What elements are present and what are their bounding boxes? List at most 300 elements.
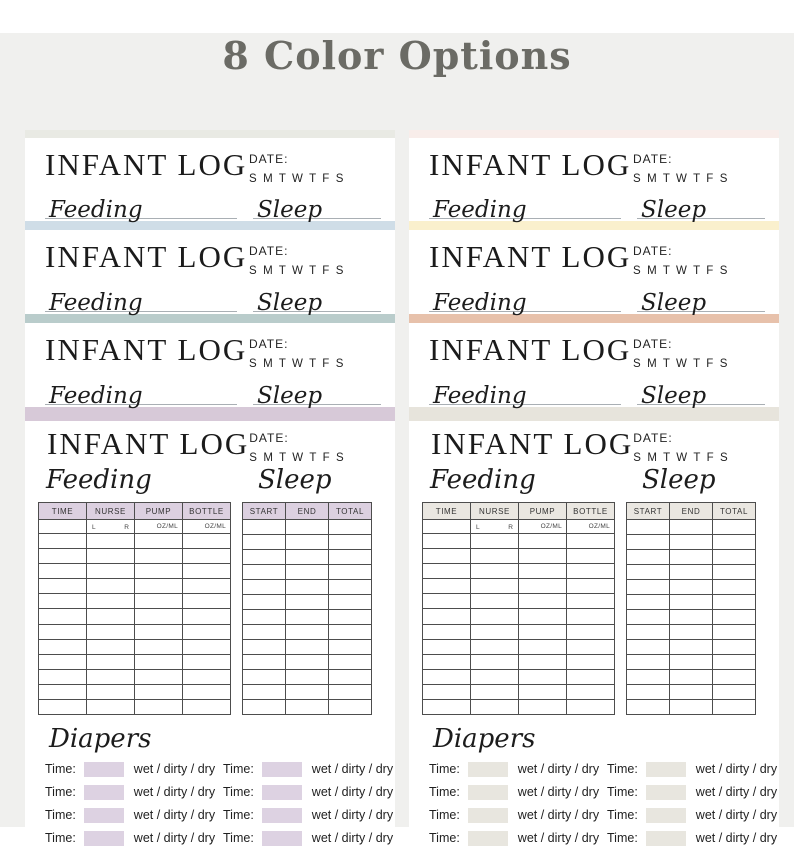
date-label: DATE: — [249, 337, 289, 351]
empty-cell — [471, 579, 519, 594]
empty-cell — [39, 579, 87, 594]
empty-cell — [135, 624, 183, 639]
feeding-section — [45, 197, 237, 223]
infant-log-title: INFANT LOG — [45, 332, 248, 367]
empty-cell — [286, 550, 329, 565]
column-header: PUMP — [135, 503, 183, 520]
weekday-initials: S M T W T F S — [633, 358, 729, 370]
empty-cell — [329, 640, 372, 655]
empty-cell — [670, 700, 713, 715]
time-fill-box — [84, 762, 124, 777]
sleep-heading: Sleep — [257, 197, 323, 223]
empty-cell — [183, 579, 231, 594]
empty-cell — [243, 685, 286, 700]
empty-cell — [567, 549, 615, 564]
empty-cell — [519, 669, 567, 684]
bottle-unit-cell: OZ/ML — [567, 520, 615, 534]
date-label: DATE: — [633, 337, 673, 351]
empty-cell — [329, 655, 372, 670]
date-block — [249, 239, 377, 277]
empty-cell — [87, 609, 135, 624]
bottle-unit-cell: OZ/ML — [183, 520, 231, 534]
diapers-grid — [429, 761, 778, 846]
empty-cell — [135, 609, 183, 624]
empty-cell — [713, 625, 756, 640]
empty-cell — [670, 565, 713, 580]
empty-cell — [329, 625, 372, 640]
empty-cell — [183, 669, 231, 684]
date-block — [633, 239, 761, 277]
empty-cell — [39, 520, 87, 534]
empty-cell — [329, 520, 372, 535]
empty-cell — [471, 699, 519, 714]
section-headings — [422, 465, 766, 495]
empty-row — [39, 624, 231, 639]
empty-cell — [567, 684, 615, 699]
empty-cell — [286, 520, 329, 535]
column-header: PUMP — [519, 503, 567, 520]
diaper-options-text: wet / dirty / dry — [133, 785, 216, 799]
empty-cell — [243, 670, 286, 685]
date-label: DATE: — [633, 244, 673, 258]
sleep-table — [242, 502, 372, 715]
empty-cell — [471, 669, 519, 684]
empty-cell — [471, 549, 519, 564]
empty-cell — [183, 594, 231, 609]
empty-cell — [39, 564, 87, 579]
empty-row — [39, 534, 231, 549]
empty-cell — [87, 579, 135, 594]
infant-log-title: INFANT LOG — [47, 426, 250, 461]
empty-cell — [183, 609, 231, 624]
color-option-stack-left — [25, 130, 395, 845]
weekday-initials: S M T W T F S — [249, 452, 346, 464]
empty-cell — [471, 594, 519, 609]
sleep-heading: Sleep — [257, 290, 323, 316]
column-header: TOTAL — [329, 503, 372, 520]
sleep-section — [253, 383, 381, 409]
empty-cell — [423, 564, 471, 579]
empty-cell — [135, 534, 183, 549]
infant-log-title: INFANT LOG — [431, 426, 634, 461]
diaper-entry — [607, 761, 785, 777]
empty-cell — [670, 625, 713, 640]
empty-cell — [87, 639, 135, 654]
date-label: DATE: — [249, 244, 289, 258]
empty-cell — [627, 700, 670, 715]
diapers-grid — [45, 761, 394, 846]
empty-cell — [627, 565, 670, 580]
empty-cell — [87, 549, 135, 564]
empty-cell — [183, 654, 231, 669]
color-options-grid — [25, 130, 779, 845]
feeding-table — [422, 502, 615, 715]
empty-cell — [423, 624, 471, 639]
empty-cell — [87, 699, 135, 714]
section-headings — [429, 197, 765, 223]
empty-row — [423, 609, 615, 624]
empty-cell — [135, 594, 183, 609]
empty-cell — [670, 550, 713, 565]
sheet-header — [429, 138, 761, 185]
sleep-heading: Sleep — [641, 383, 707, 409]
sleep-section — [637, 383, 765, 409]
empty-row — [627, 670, 756, 685]
sleep-heading: Sleep — [257, 383, 323, 409]
empty-cell — [87, 534, 135, 549]
date-block — [633, 147, 761, 185]
empty-row — [627, 640, 756, 655]
feeding-section — [45, 383, 237, 409]
empty-cell — [286, 685, 329, 700]
empty-cell — [39, 654, 87, 669]
time-label: Time: — [607, 831, 638, 845]
empty-cell — [713, 670, 756, 685]
column-header: TOTAL — [713, 503, 756, 520]
sleep-header-row — [627, 503, 756, 520]
empty-row — [39, 639, 231, 654]
sleep-section — [637, 197, 765, 223]
empty-cell — [423, 639, 471, 654]
empty-row — [243, 535, 372, 550]
empty-cell — [329, 595, 372, 610]
empty-cell — [519, 624, 567, 639]
infant-log-full-page — [25, 421, 395, 845]
section-headings — [45, 197, 381, 223]
empty-cell — [519, 654, 567, 669]
time-fill-box — [262, 808, 302, 823]
infant-log-preview — [409, 323, 779, 407]
empty-cell — [87, 654, 135, 669]
empty-cell — [243, 625, 286, 640]
empty-row — [39, 654, 231, 669]
section-headings — [429, 383, 765, 409]
infant-log-preview — [25, 138, 395, 221]
empty-cell — [329, 565, 372, 580]
empty-row — [243, 550, 372, 565]
empty-cell — [135, 699, 183, 714]
diaper-options-text: wet / dirty / dry — [695, 808, 778, 822]
empty-cell — [567, 534, 615, 549]
empty-cell — [329, 685, 372, 700]
infant-log-preview — [25, 323, 395, 407]
sheet-header — [45, 230, 377, 277]
infant-log-title: INFANT LOG — [429, 239, 632, 274]
sleep-heading: Sleep — [258, 465, 332, 495]
time-label: Time: — [607, 808, 638, 822]
diaper-entry — [607, 830, 785, 846]
empty-cell — [471, 654, 519, 669]
empty-cell — [183, 684, 231, 699]
date-block — [633, 426, 761, 464]
date-block — [249, 426, 377, 464]
feeding-heading: Feeding — [49, 383, 143, 409]
empty-cell — [713, 580, 756, 595]
sheet-header — [45, 323, 377, 370]
diaper-options-text: wet / dirty / dry — [695, 831, 778, 845]
diaper-options-text: wet / dirty / dry — [133, 808, 216, 822]
diaper-options-text: wet / dirty / dry — [517, 762, 600, 776]
empty-cell — [329, 670, 372, 685]
log-tables — [38, 502, 382, 715]
empty-cell — [135, 549, 183, 564]
time-fill-box — [468, 808, 508, 823]
empty-cell — [243, 655, 286, 670]
diaper-options-text: wet / dirty / dry — [311, 808, 394, 822]
column-header: TIME — [423, 503, 471, 520]
section-headings — [38, 465, 382, 495]
weekday-initials: S M T W T F S — [249, 173, 345, 185]
right-label: R — [508, 524, 513, 532]
empty-cell — [627, 550, 670, 565]
empty-cell — [713, 610, 756, 625]
empty-cell — [567, 609, 615, 624]
left-label: L — [92, 524, 96, 532]
empty-cell — [135, 654, 183, 669]
diaper-entry — [223, 830, 401, 846]
empty-cell — [39, 594, 87, 609]
empty-cell — [471, 624, 519, 639]
empty-cell — [243, 640, 286, 655]
empty-row — [627, 655, 756, 670]
feeding-table — [38, 502, 231, 715]
column-header: TIME — [39, 503, 87, 520]
empty-cell — [423, 549, 471, 564]
empty-cell — [243, 520, 286, 535]
date-block — [249, 147, 377, 185]
empty-cell — [39, 609, 87, 624]
empty-cell — [87, 684, 135, 699]
empty-cell — [329, 550, 372, 565]
empty-cell — [713, 565, 756, 580]
diaper-entry — [607, 784, 785, 800]
empty-cell — [567, 624, 615, 639]
time-label: Time: — [429, 831, 460, 845]
feeding-section — [429, 383, 621, 409]
empty-cell — [713, 595, 756, 610]
time-fill-box — [84, 831, 124, 846]
feeding-heading: Feeding — [433, 197, 527, 223]
empty-row — [243, 565, 372, 580]
empty-cell — [471, 564, 519, 579]
diaper-entry — [223, 784, 401, 800]
empty-cell — [627, 535, 670, 550]
empty-row — [627, 580, 756, 595]
empty-cell — [567, 564, 615, 579]
sleep-section — [253, 197, 381, 223]
empty-cell — [519, 549, 567, 564]
time-fill-box — [646, 808, 686, 823]
diaper-options-text: wet / dirty / dry — [311, 762, 394, 776]
right-label: R — [124, 524, 129, 532]
diaper-entry — [223, 807, 401, 823]
diaper-entry — [45, 784, 223, 800]
sheet-header — [429, 323, 761, 370]
empty-cell — [39, 534, 87, 549]
date-label: DATE: — [249, 431, 289, 445]
empty-cell — [713, 520, 756, 535]
empty-cell — [243, 610, 286, 625]
diaper-entry — [607, 807, 785, 823]
empty-cell — [567, 669, 615, 684]
empty-row — [627, 595, 756, 610]
time-fill-box — [262, 785, 302, 800]
diaper-entry — [429, 807, 607, 823]
diaper-options-text: wet / dirty / dry — [517, 831, 600, 845]
time-label: Time: — [429, 808, 460, 822]
left-label: L — [476, 524, 480, 532]
weekday-initials: S M T W T F S — [249, 265, 345, 277]
time-fill-box — [262, 762, 302, 777]
empty-cell — [286, 670, 329, 685]
empty-cell — [183, 549, 231, 564]
empty-row — [423, 639, 615, 654]
time-fill-box — [468, 831, 508, 846]
empty-cell — [423, 699, 471, 714]
empty-cell — [713, 700, 756, 715]
time-label: Time: — [223, 831, 254, 845]
empty-cell — [135, 684, 183, 699]
pump-unit-cell: OZ/ML — [519, 520, 567, 534]
time-fill-box — [646, 831, 686, 846]
empty-cell — [286, 535, 329, 550]
empty-cell — [567, 639, 615, 654]
empty-cell — [627, 625, 670, 640]
section-headings — [429, 290, 765, 316]
feeding-header-row — [423, 503, 615, 520]
diaper-options-text: wet / dirty / dry — [311, 831, 394, 845]
diaper-options-text: wet / dirty / dry — [695, 785, 778, 799]
date-block — [633, 332, 761, 370]
time-label: Time: — [45, 831, 76, 845]
feeding-section — [429, 197, 621, 223]
empty-cell — [471, 639, 519, 654]
empty-row — [423, 594, 615, 609]
empty-cell — [423, 669, 471, 684]
empty-row — [423, 669, 615, 684]
section-headings — [45, 383, 381, 409]
product-image — [0, 33, 794, 845]
empty-cell — [519, 699, 567, 714]
empty-cell — [183, 624, 231, 639]
empty-row — [627, 700, 756, 715]
color-option-stack-right — [409, 130, 779, 845]
time-label: Time: — [429, 785, 460, 799]
empty-row — [243, 610, 372, 625]
diaper-options-text: wet / dirty / dry — [517, 785, 600, 799]
sheet-header — [38, 421, 382, 464]
feeding-heading: Feeding — [46, 465, 152, 495]
empty-cell — [423, 534, 471, 549]
empty-cell — [39, 699, 87, 714]
diaper-entry — [429, 784, 607, 800]
empty-cell — [670, 535, 713, 550]
feeding-heading: Feeding — [433, 383, 527, 409]
empty-cell — [286, 580, 329, 595]
empty-cell — [670, 595, 713, 610]
unit-subheader-row — [39, 520, 231, 534]
empty-cell — [423, 654, 471, 669]
sleep-section — [637, 290, 765, 316]
empty-cell — [329, 580, 372, 595]
unit-subheader-row — [423, 520, 615, 534]
empty-row — [39, 594, 231, 609]
diaper-options-text: wet / dirty / dry — [695, 762, 778, 776]
infant-log-title: INFANT LOG — [429, 332, 632, 367]
empty-cell — [423, 609, 471, 624]
empty-cell — [519, 609, 567, 624]
diapers-heading: Diapers — [433, 724, 536, 754]
column-header: NURSE — [471, 503, 519, 520]
empty-row — [423, 564, 615, 579]
empty-cell — [423, 594, 471, 609]
sleep-heading: Sleep — [641, 290, 707, 316]
empty-cell — [713, 535, 756, 550]
empty-cell — [627, 670, 670, 685]
diaper-entry — [223, 761, 401, 777]
feeding-header-row — [39, 503, 231, 520]
empty-cell — [286, 655, 329, 670]
empty-cell — [713, 550, 756, 565]
date-block — [249, 332, 377, 370]
empty-cell — [243, 580, 286, 595]
diapers-heading: Diapers — [49, 724, 152, 754]
time-label: Time: — [45, 785, 76, 799]
empty-row — [243, 580, 372, 595]
empty-row — [627, 625, 756, 640]
empty-cell — [713, 640, 756, 655]
empty-cell — [135, 669, 183, 684]
time-fill-box — [468, 762, 508, 777]
empty-row — [243, 655, 372, 670]
empty-cell — [286, 700, 329, 715]
empty-cell — [423, 684, 471, 699]
diaper-entry — [45, 761, 223, 777]
empty-row — [243, 595, 372, 610]
empty-cell — [471, 684, 519, 699]
empty-row — [39, 684, 231, 699]
color-band — [25, 130, 395, 138]
sleep-section — [253, 290, 381, 316]
empty-cell — [627, 685, 670, 700]
empty-cell — [519, 594, 567, 609]
empty-cell — [329, 535, 372, 550]
empty-cell — [567, 594, 615, 609]
empty-cell — [519, 534, 567, 549]
empty-cell — [243, 535, 286, 550]
empty-row — [243, 685, 372, 700]
sleep-header-row — [243, 503, 372, 520]
empty-row — [423, 579, 615, 594]
empty-cell — [670, 670, 713, 685]
diaper-entry — [429, 761, 607, 777]
feeding-section — [429, 290, 621, 316]
time-fill-box — [468, 785, 508, 800]
empty-cell — [39, 669, 87, 684]
empty-cell — [471, 534, 519, 549]
time-label: Time: — [223, 762, 254, 776]
time-fill-box — [84, 808, 124, 823]
feeding-heading: Feeding — [430, 465, 536, 495]
sheet-header — [429, 230, 761, 277]
weekday-initials: S M T W T F S — [633, 265, 729, 277]
empty-cell — [87, 564, 135, 579]
date-label: DATE: — [633, 152, 673, 166]
time-fill-box — [262, 831, 302, 846]
time-label: Time: — [223, 785, 254, 799]
empty-cell — [39, 639, 87, 654]
time-fill-box — [646, 762, 686, 777]
